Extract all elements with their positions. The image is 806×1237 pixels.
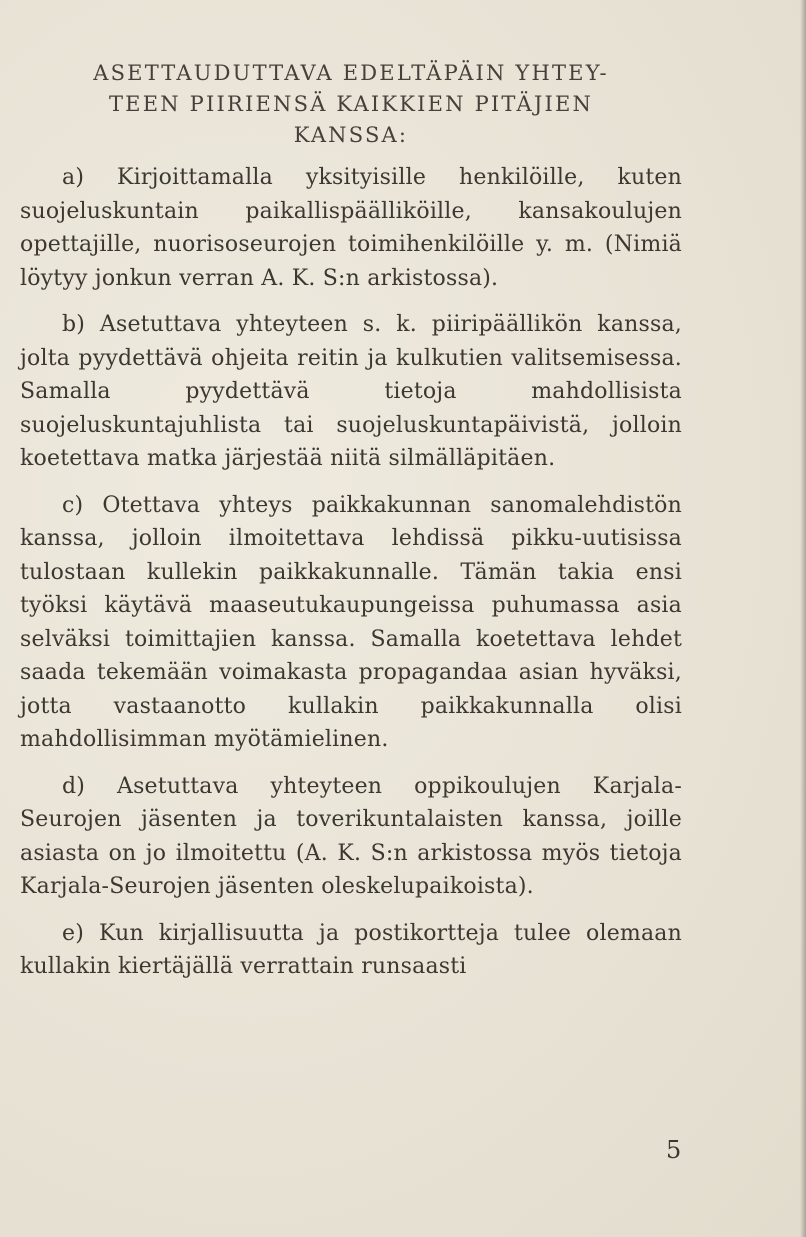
paragraph-b xyxy=(20,308,682,476)
paragraph-c-text: c) Otettava yhteys paikkakunnan sanomalehdistön kanssa, jolloin ilmoitettava lehdissä pikku-uutisissa tulostaan kullekin paikkakunnalle. Tämän takia ensi työksi käytävä maaseutukaupungeissa puhumassa asia selväksi toimittajien kanssa. Samalla koetettava lehdet saada tekemään voimakasta propagandaa asian hyväksi, jotta vastaanotto kullakin paikkakunnalla olisi mahdollisimman myötämielinen. xyxy=(20,492,682,752)
paragraph-a xyxy=(20,161,682,295)
paragraph-c xyxy=(20,489,682,757)
paragraph-b-text: b) Asetuttava yhteyteen s. k. piiripäällikön kanssa, jolta pyydettävä ohjeita reitin ja kulkutien valitsemisessa. Samalla pyydettävä tietoja mahdollisista suojeluskuntajuhlista tai suojeluskuntapäivistä, jolloin koetettava matka järjestää niitä silmälläpitäen. xyxy=(20,312,682,471)
page-edge-shadow xyxy=(800,0,806,1237)
section-heading xyxy=(20,58,682,151)
page-text xyxy=(20,58,682,997)
page-number: 5 xyxy=(666,1136,682,1164)
paragraph-e-text: e) Kun kirjallisuutta ja postikortteja tulee olemaan kullakin kiertäjällä verrattain runsaasti xyxy=(20,920,682,979)
heading-line-3: KANSSA: xyxy=(293,123,409,147)
heading-line-1: ASETTAUDUTTAVA EDELTÄPÄIN YHTEY- xyxy=(93,61,609,85)
heading-line-2: TEEN PIIRIENSÄ KAIKKIEN PITÄJIEN xyxy=(108,92,594,116)
paragraph-d-text: d) Asetuttava yhteyteen oppikoulujen Karjala-Seurojen jäsenten ja toverikuntalaisten kanssa, joille asiasta on jo ilmoitettu (A. K. S:n arkistossa myös tietoja Karjala-Seurojen jäsenten oleskelupaikoista). xyxy=(20,773,682,899)
paragraph-e xyxy=(20,917,682,984)
paragraph-d xyxy=(20,770,682,904)
paragraph-a-text: a) Kirjoittamalla yksityisille henkilöille, kuten suojeluskuntain paikallispäälliköille, kansakoulujen opettajille, nuorisoseurojen toimihenkilöille y. m. (Nimiä löytyy jonkun verran A. K. S:n arkistossa). xyxy=(20,165,682,291)
